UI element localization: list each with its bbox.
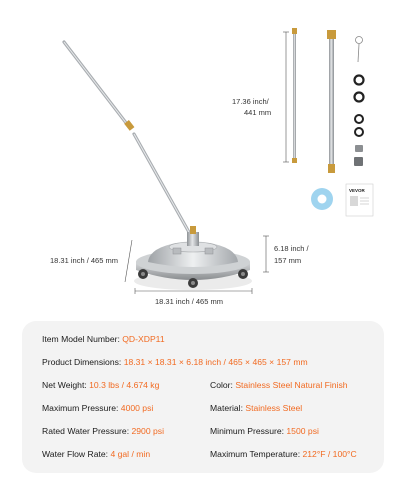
inlet-brass-connector	[190, 226, 196, 234]
spec-model	[42, 334, 165, 344]
spec-min-pressure-value: 1500 psi	[286, 426, 319, 436]
spec-color-value: Stainless Steel Natural Finish	[235, 380, 348, 390]
specifications-card	[22, 321, 384, 473]
spec-color	[210, 380, 348, 390]
spec-max-temperature-label: Maximum Temperature:	[210, 449, 303, 459]
spec-max-temperature	[210, 449, 357, 459]
surface-cleaner	[134, 226, 252, 290]
depth-label: 18.31 inch / 465 mm	[50, 256, 118, 265]
spec-material	[210, 403, 302, 413]
spec-color-label: Color:	[210, 380, 236, 390]
rod-length-label: 17.36 inch/	[232, 97, 269, 106]
spec-rated-pressure	[42, 426, 164, 436]
spec-dimensions	[42, 357, 308, 367]
spec-weight-label: Net Weight:	[42, 380, 90, 390]
spec-min-pressure-label: Minimum Pressure:	[210, 426, 287, 436]
manual-booklet-icon	[346, 184, 373, 216]
extension-rods	[283, 28, 336, 173]
height-label: 6.18 inch /	[274, 244, 309, 253]
width-label: 18.31 inch / 465 mm	[155, 297, 223, 306]
manual-brand-label: VEVOR	[349, 188, 365, 193]
spec-weight-value: 10.3 lbs / 4.674 kg	[89, 380, 160, 390]
spec-dimensions-label: Product Dimensions:	[42, 357, 124, 367]
spec-max-pressure	[42, 403, 153, 413]
spec-material-label: Material:	[210, 403, 246, 413]
height-mm-label: 157 mm	[274, 256, 302, 265]
o-ring-set	[354, 37, 364, 167]
spec-weight	[42, 380, 159, 390]
spec-rated-pressure-value: 2900 psi	[131, 426, 164, 436]
spec-max-temperature-value: 212°F / 100°C	[302, 449, 357, 459]
spec-flow-rate-value: 4 gal / min	[110, 449, 151, 459]
spec-material-value: Stainless Steel	[245, 403, 303, 413]
spec-rated-pressure-label: Rated Water Pressure:	[42, 426, 132, 436]
teflon-tape-icon	[311, 188, 333, 210]
spec-min-pressure	[210, 426, 319, 436]
spec-dimensions-value: 18.31 × 18.31 × 6.18 inch / 465 × 465 × 157 mm	[123, 357, 308, 367]
spec-flow-rate	[42, 449, 150, 459]
extension-wand	[64, 42, 190, 234]
spec-model-value: QD-XDP11	[122, 334, 165, 344]
spec-flow-rate-label: Water Flow Rate:	[42, 449, 111, 459]
spec-max-pressure-label: Maximum Pressure:	[42, 403, 121, 413]
swivel-inlet	[187, 232, 199, 246]
rod-length-mm-label: 441 mm	[244, 108, 272, 117]
spec-model-label: Item Model Number:	[42, 334, 123, 344]
spec-max-pressure-value: 4000 psi	[120, 403, 154, 413]
